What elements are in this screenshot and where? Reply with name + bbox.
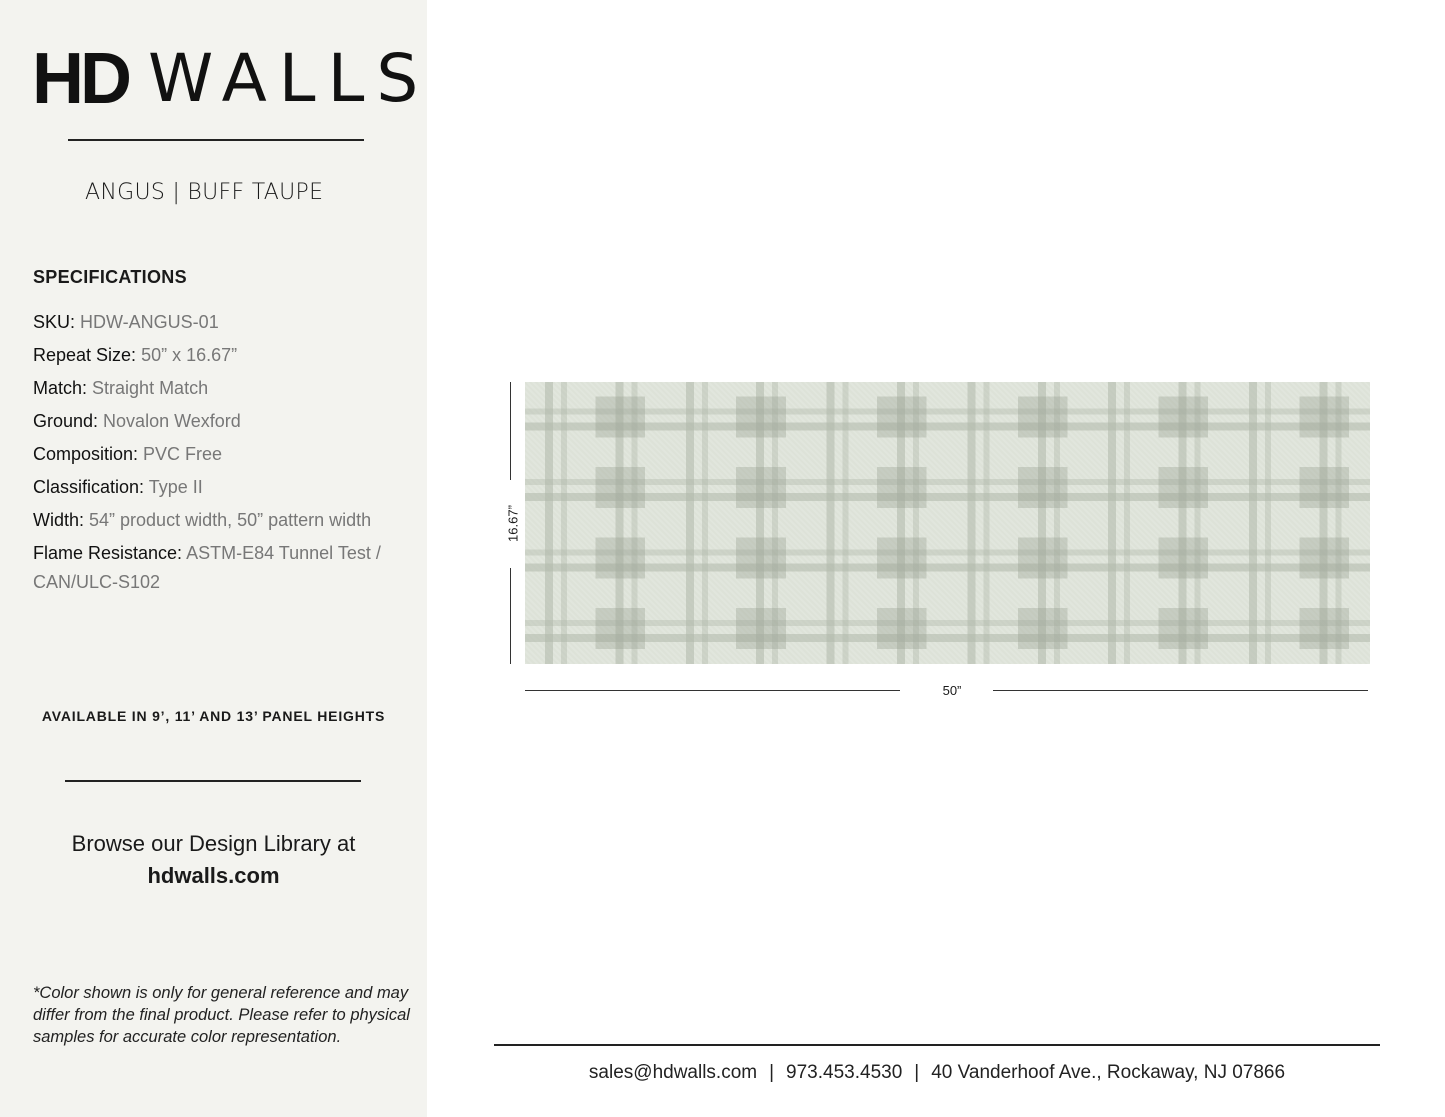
width-dimension-label: 50” <box>942 683 962 698</box>
spec-flame-resistance <box>33 539 413 597</box>
spec-key: SKU: <box>33 312 76 332</box>
spec-value: 50” x 16.67” <box>136 345 238 365</box>
spec-value: ASTM-E84 Tunnel Test / CAN/ULC-S102 <box>33 543 381 592</box>
footer-email[interactable]: sales@hdwalls.com <box>588 1062 758 1083</box>
spec-key: Classification: <box>33 477 145 497</box>
footer-divider <box>494 1044 1380 1046</box>
spec-match <box>33 372 413 405</box>
logo-hd-text: HD <box>32 39 128 119</box>
spec-key: Composition: <box>33 444 139 464</box>
spec-composition <box>33 438 413 471</box>
width-dimension-line-left <box>525 690 900 691</box>
spec-repeat-size <box>33 339 413 372</box>
pattern-swatch-blocks <box>525 382 1370 664</box>
spec-key: Repeat Size: <box>33 345 137 365</box>
panel-height-availability: AVAILABLE IN 9’, 11’ AND 13’ PANEL HEIGHTS <box>41 708 386 724</box>
spec-key: Ground: <box>33 411 99 431</box>
footer-address: 40 Vanderhoof Ave., Rockaway, NJ 07866 <box>931 1062 1286 1083</box>
browse-text: Browse our Design Library at <box>71 831 356 856</box>
spec-value: HDW-ANGUS-01 <box>75 312 219 332</box>
divider <box>65 780 361 782</box>
spec-value: PVC Free <box>138 444 223 464</box>
contact-footer <box>494 1062 1380 1084</box>
color-disclaimer: *Color shown is only for general reference and may differ from the final product. Please refer to physical samples for accurate color representation. <box>33 984 410 1046</box>
footer-separator: | <box>914 1062 920 1083</box>
width-dimension-line-right <box>993 690 1368 691</box>
height-dimension-line-bottom <box>510 568 511 664</box>
product-title: ANGUS | BUFF TAUPE <box>85 180 324 205</box>
website-link[interactable]: hdwalls.com <box>147 863 280 888</box>
spec-ground <box>33 405 413 438</box>
spec-sku <box>33 306 413 339</box>
spec-value: 54” product width, 50” pattern width <box>84 510 372 530</box>
divider <box>68 139 364 141</box>
browse-library <box>0 828 427 892</box>
spec-value: Novalon Wexford <box>98 411 241 431</box>
height-dimension-label: 16.67” <box>505 505 521 542</box>
spec-list <box>33 306 413 597</box>
specifications-heading: SPECIFICATIONS <box>33 267 187 287</box>
spec-value: Straight Match <box>87 378 209 398</box>
spec-key: Flame Resistance: <box>33 543 183 563</box>
spec-value: Type II <box>144 477 203 497</box>
logo-walls-text: WALLS <box>148 40 431 117</box>
spec-key: Width: <box>33 510 85 530</box>
spec-width <box>33 504 413 537</box>
spec-key: Match: <box>33 378 88 398</box>
footer-phone[interactable]: 973.453.4530 <box>786 1062 903 1083</box>
hd-walls-logo <box>32 39 431 119</box>
footer-separator: | <box>769 1062 775 1083</box>
height-dimension-line-top <box>510 382 511 480</box>
spec-classification <box>33 471 413 504</box>
spec-sidebar <box>0 0 431 1117</box>
